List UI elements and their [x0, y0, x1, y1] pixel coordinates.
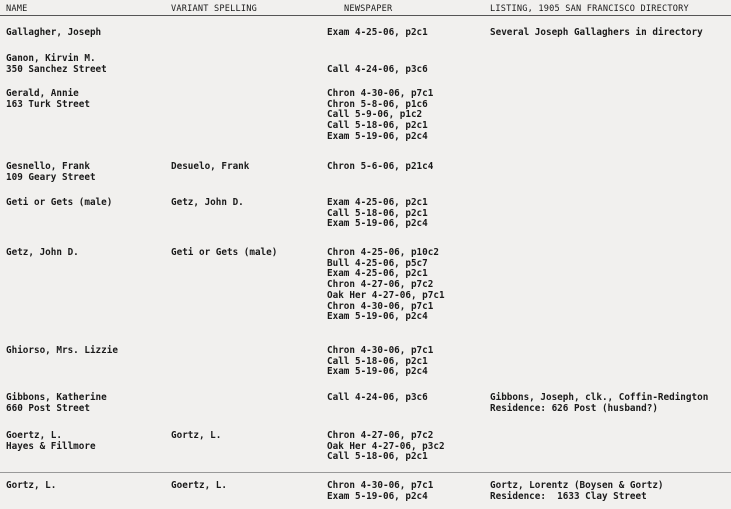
- listing-cell-line: Residence: 1633 Clay Street: [490, 490, 647, 502]
- newspaper-cell: [327, 65, 428, 76]
- newspaper-cell-line: Exam 5-19-06, p2c4: [327, 311, 428, 323]
- header-name: NAME: [6, 4, 28, 14]
- listing-cell: [490, 393, 708, 414]
- variant-spelling-cell-line: Getz, John D.: [171, 197, 244, 208]
- header-listing: LISTING, 1905 SAN FRANCISCO DIRECTORY: [490, 4, 689, 14]
- variant-spelling-cell: [171, 431, 221, 442]
- name-cell: [6, 481, 56, 492]
- name-cell: [6, 346, 118, 357]
- name-cell: [6, 431, 96, 452]
- name-cell-line: Hayes & Fillmore: [6, 440, 96, 452]
- newspaper-cell-line: Chron 4-27-06, p7c2: [327, 279, 434, 291]
- name-cell-line: 350 Sanchez Street: [6, 63, 107, 75]
- variant-spelling-cell-line: Gortz, L.: [171, 430, 222, 441]
- name-cell-line: 163 Turk Street: [6, 98, 90, 110]
- listing-cell: [490, 481, 664, 502]
- newspaper-cell-line: Call 4-24-06, p3c6: [327, 392, 428, 403]
- name-cell: [6, 28, 101, 39]
- newspaper-cell-line: Exam 5-19-06, p2c4: [327, 218, 428, 230]
- newspaper-cell-line: Oak Her 4-27-06, p3c2: [327, 440, 445, 452]
- newspaper-cell: [327, 162, 433, 173]
- name-cell-line: Goertz, L.: [6, 430, 62, 441]
- name-cell-line: Gortz, L.: [6, 480, 57, 491]
- name-cell-line: Gallagher, Joseph: [6, 27, 102, 38]
- name-cell-line: Gibbons, Katherine: [6, 392, 107, 403]
- newspaper-cell-line: Chron 4-30-06, p7c1: [327, 345, 434, 356]
- variant-spelling-cell-line: Geti or Gets (male): [171, 247, 278, 258]
- name-cell-line: Ganon, Kirvin M.: [6, 53, 96, 64]
- newspaper-cell-line: Chron 4-25-06, p10c2: [327, 247, 439, 258]
- newspaper-cell-line: Exam 5-19-06, p2c4: [327, 490, 428, 502]
- newspaper-cell-line: Call 5-9-06, p1c2: [327, 109, 423, 121]
- name-cell-line: Ghiorso, Mrs. Lizzie: [6, 345, 118, 356]
- newspaper-cell-line: Call 5-18-06, p2c1: [327, 207, 428, 219]
- newspaper-cell-line: Call 5-18-06, p2c1: [327, 451, 428, 463]
- newspaper-cell: [327, 431, 445, 463]
- name-cell-line: 660 Post Street: [6, 402, 90, 414]
- newspaper-cell-line: Exam 4-25-06, p2c1: [327, 27, 428, 38]
- newspaper-cell-line: Exam 5-19-06, p2c4: [327, 130, 428, 142]
- newspaper-cell-line: Call 5-18-06, p2c1: [327, 120, 428, 132]
- row-divider: [0, 472, 731, 473]
- newspaper-cell: [327, 89, 433, 143]
- listing-cell-line: Gortz, Lorentz (Boysen & Gortz): [490, 480, 664, 491]
- newspaper-cell: [327, 28, 428, 39]
- variant-spelling-cell: [171, 481, 227, 492]
- name-cell-line: 109 Geary Street: [6, 171, 96, 183]
- newspaper-cell-line: Call 5-18-06, p2c1: [327, 355, 428, 367]
- newspaper-cell-line: Chron 4-27-06, p7c2: [327, 430, 434, 441]
- variant-spelling-cell-line: Desuelo, Frank: [171, 161, 250, 172]
- listing-cell-line: Residence: 626 Post (husband?): [490, 402, 658, 414]
- newspaper-cell-line: Exam 4-25-06, p2c1: [327, 268, 428, 280]
- name-cell: [6, 248, 79, 259]
- name-cell-line: Gesnello, Frank: [6, 161, 90, 172]
- name-cell: [6, 393, 107, 414]
- header-newspaper: NEWSPAPER: [344, 4, 393, 14]
- newspaper-cell-line: Bull 4-25-06, p5c7: [327, 257, 428, 269]
- newspaper-cell-line: Chron 5-8-06, p1c6: [327, 98, 428, 110]
- newspaper-cell-line: Oak Her 4-27-06, p7c1: [327, 289, 445, 301]
- name-cell-line: Gerald, Annie: [6, 88, 79, 99]
- name-cell-line: Getz, John D.: [6, 247, 79, 258]
- newspaper-cell: [327, 248, 445, 323]
- newspaper-cell-line: Chron 4-30-06, p7c1: [327, 300, 434, 312]
- listing-cell: [490, 28, 703, 39]
- newspaper-cell-line: Chron 4-30-06, p7c1: [327, 480, 434, 491]
- variant-spelling-cell: [171, 248, 277, 259]
- newspaper-cell-line: Exam 5-19-06, p2c4: [327, 366, 428, 378]
- newspaper-cell: [327, 393, 428, 404]
- variant-spelling-cell: [171, 198, 244, 209]
- name-cell: [6, 162, 96, 183]
- listing-cell-line: Several Joseph Gallaghers in directory: [490, 27, 703, 38]
- newspaper-cell: [327, 346, 433, 378]
- newspaper-cell-line: Chron 4-30-06, p7c1: [327, 88, 434, 99]
- newspaper-cell-line: Exam 4-25-06, p2c1: [327, 197, 428, 208]
- name-cell-line: Geti or Gets (male): [6, 197, 113, 208]
- variant-spelling-cell: [171, 162, 249, 173]
- variant-spelling-cell-line: Goertz, L.: [171, 480, 227, 491]
- newspaper-cell: [327, 481, 433, 502]
- name-cell: [6, 198, 112, 209]
- newspaper-cell: [327, 198, 428, 230]
- name-cell: [6, 89, 90, 110]
- name-cell: [6, 54, 107, 75]
- newspaper-cell-line: Call 4-24-06, p3c6: [327, 64, 428, 75]
- listing-cell-line: Gibbons, Joseph, clk., Coffin-Redington: [490, 392, 709, 403]
- header-variant-spelling: VARIANT SPELLING: [171, 4, 257, 14]
- header-rule: [0, 15, 731, 16]
- newspaper-cell-line: Chron 5-6-06, p21c4: [327, 161, 434, 172]
